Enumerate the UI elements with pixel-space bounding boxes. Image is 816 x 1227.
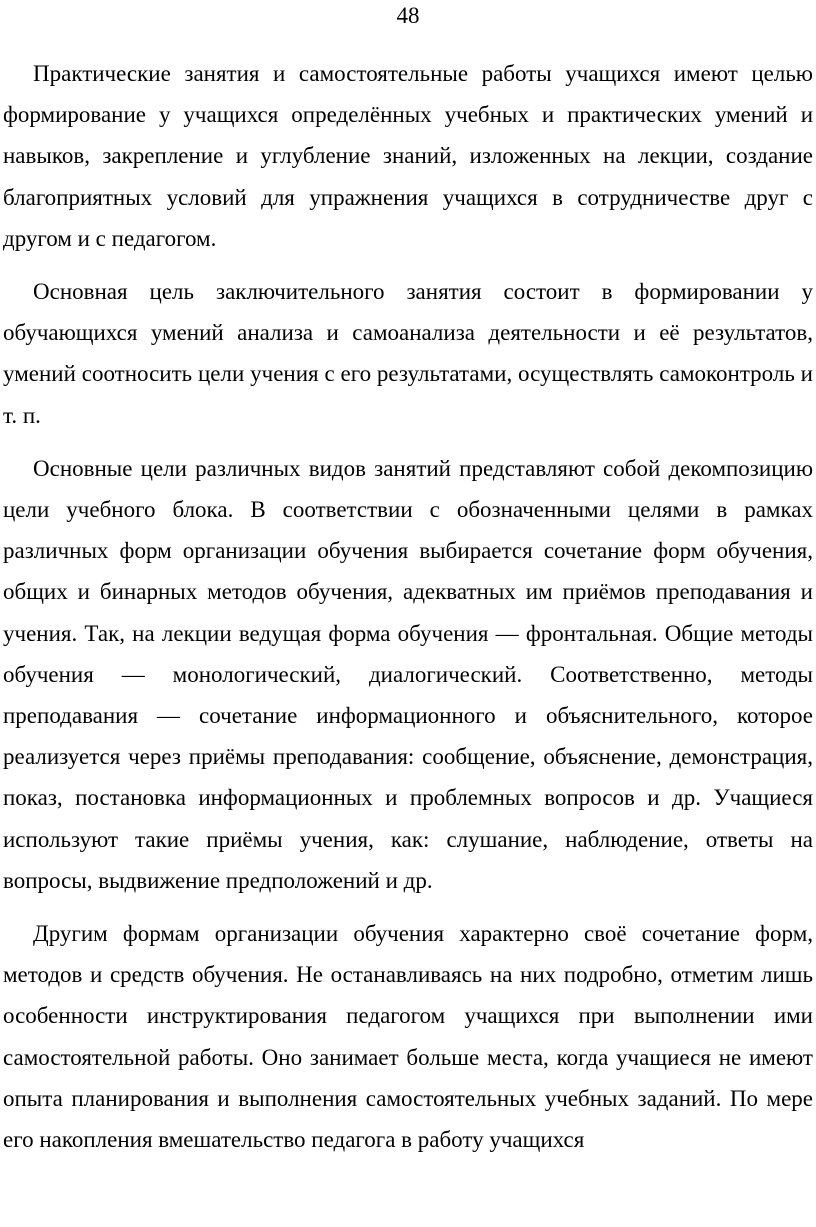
paragraph-practical-lessons: Практические занятия и самостоятельные работы учащихся имеют целью формирование у учащихся определённых учебных и практических умений и навыков, закрепление и углубление знаний, изложенных на лекции, создание благоприятных условий для упражнения учащихся в сотрудничестве друг с другом и с педагогом. bbox=[3, 61, 813, 251]
paragraph-final-lesson-goal: Основная цель заключительного занятия состоит в формировании у обучающихся умений анализа и самоанализа деятельности и её результатов, умений соотносить цели учения с его результатами, осуществлять самоконтроль и т. п. bbox=[3, 279, 813, 428]
paragraph-lesson-goals: Основные цели различных видов занятий представляют собой декомпозицию цели учебного блока. В соответствии с обозначенными целями в рамках различных форм организации обучения выбирается сочетание форм обучения, общих и бинарных методов обучения, адекватных им приёмов преподавания и учения. Так, на лекции ведущая форма обучения — фронтальная. Общие методы обучения — монологический, диалогический. Соответственно, методы преподавания — сочетание информационного и объяснительного, которое реализуется через приёмы преподавания: сообщение, объяснение, демонстрация, показ, постановка информационных и проблемных вопросов и др. Учащиеся используют такие приёмы учения, как: слушание, наблюдение, ответы на вопросы, выдвижение предположений и др. bbox=[3, 455, 813, 893]
body-text bbox=[3, 53, 813, 1172]
page-number: 48 bbox=[396, 3, 420, 28]
paragraph-other-forms: Другим формам организации обучения характерно своё сочетание форм, методов и средств обучения. Не останавливаясь на них подробно, отметим лишь особенности инструктирования педагогом учащихся при выполнении ими самостоятельной работы. Оно занимает больше места, когда учащиеся не имеют опыта планирования и выполнения самостоятельных учебных заданий. По мере его накопления вмешательство педагога в работу учащихся bbox=[3, 921, 813, 1153]
